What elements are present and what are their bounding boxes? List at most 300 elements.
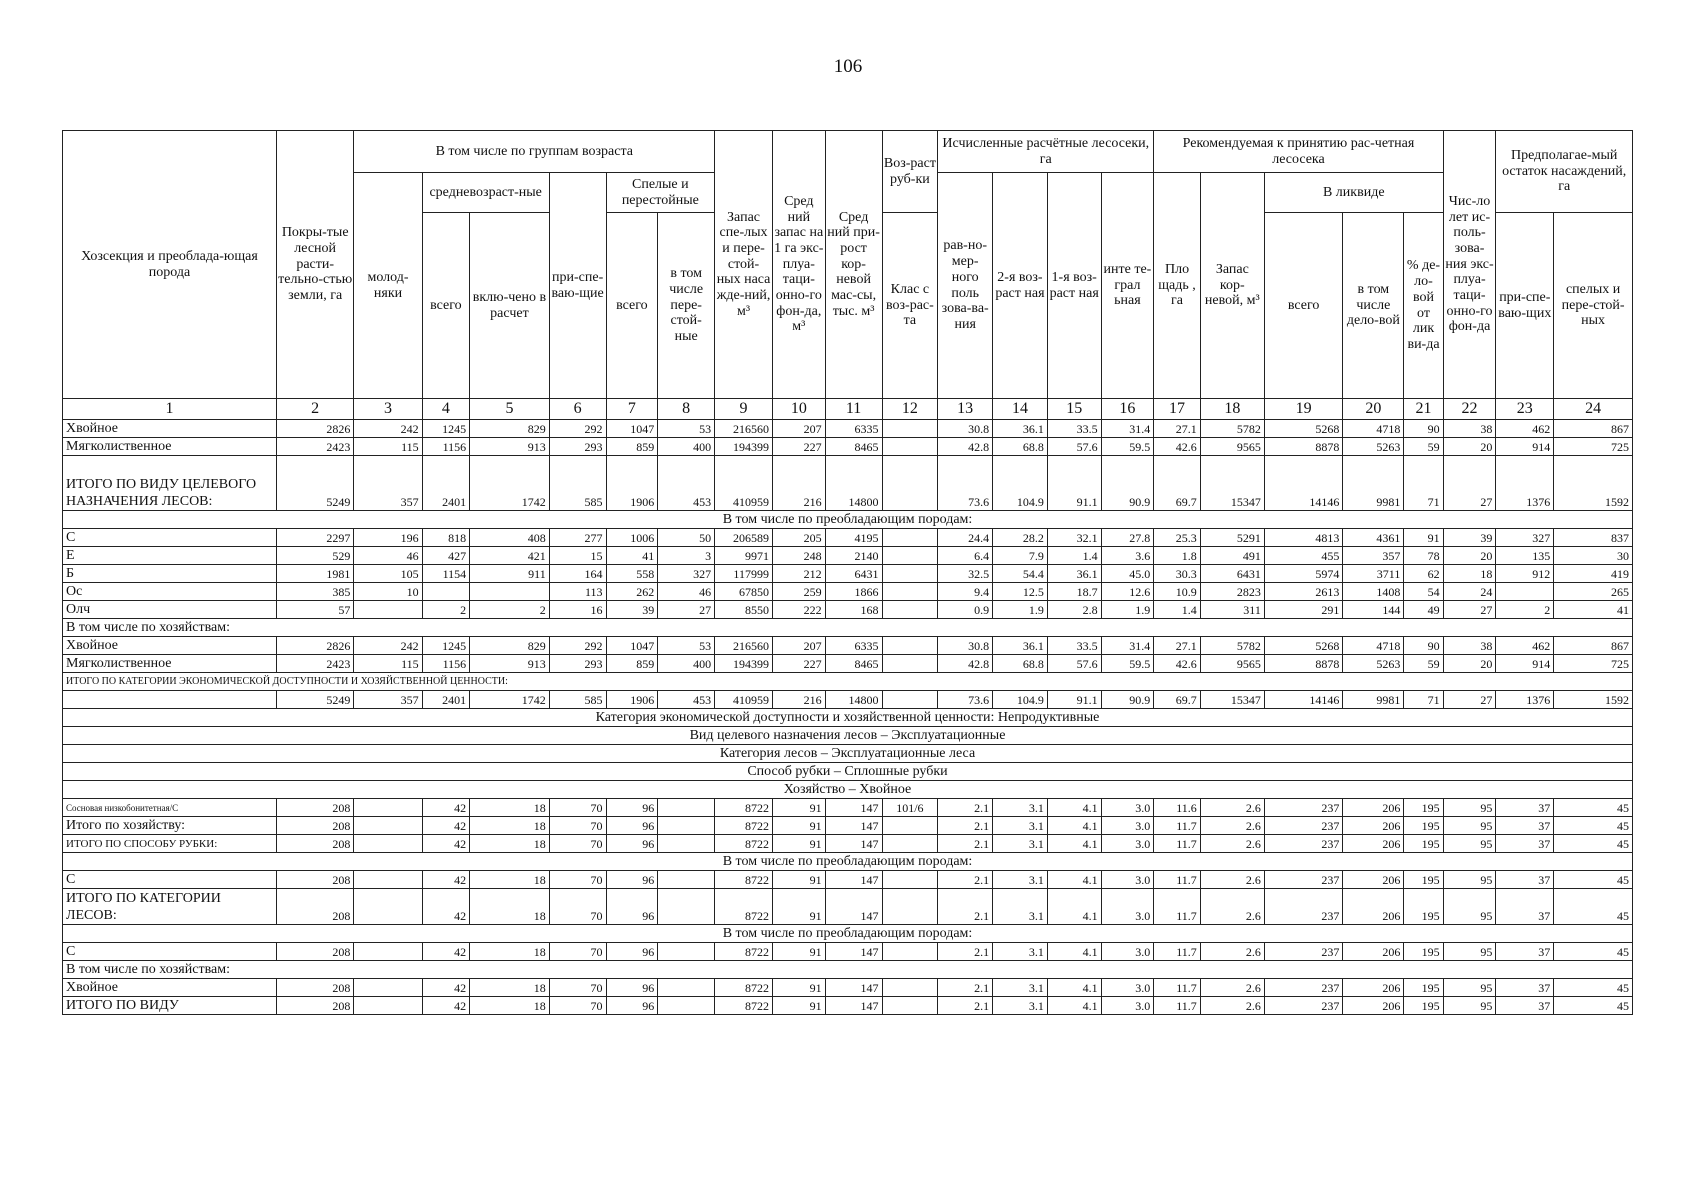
- cell-col-23: 462: [1496, 420, 1554, 438]
- cell-col-6: 164: [549, 565, 606, 583]
- cell-col-5: 421: [470, 547, 550, 565]
- total-row: [63, 456, 1633, 511]
- cell-col-22: 27: [1443, 601, 1496, 619]
- cell-col-5: 18: [470, 817, 550, 835]
- table-row: [63, 583, 1633, 601]
- cell-col-4: 2401: [422, 456, 470, 511]
- cell-col-20: 4718: [1343, 420, 1404, 438]
- column-number: 24: [1554, 399, 1633, 420]
- cell-col-17: 30.3: [1154, 565, 1201, 583]
- row-label: Мягколиственное: [63, 655, 277, 673]
- cell-col-11: 147: [825, 799, 882, 817]
- cell-col-15: 4.1: [1047, 997, 1101, 1015]
- cell-col-7: 96: [606, 943, 658, 961]
- cell-col-2: 57: [276, 601, 354, 619]
- cell-col-24: 45: [1554, 799, 1633, 817]
- cell-col-12: [882, 655, 938, 673]
- header-remainder-mature: спелых и пере-стой-ных: [1554, 213, 1633, 399]
- column-number: 5: [470, 399, 550, 420]
- table-row: [63, 835, 1633, 853]
- header-avg-stock: Сред ний запас на 1 га экс-плуа-таци-онно-го фон-да, м³: [772, 131, 825, 399]
- cell-col-20: 206: [1343, 889, 1404, 925]
- cell-col-23: [1496, 583, 1554, 601]
- header-age-groups: В том числе по группам возраста: [354, 131, 715, 173]
- cell-col-19: 8878: [1264, 438, 1343, 456]
- cell-col-8: 46: [658, 583, 715, 601]
- row-label: ИТОГО ПО КАТЕГОРИИ ЛЕСОВ:: [63, 889, 277, 925]
- table-row: [63, 565, 1633, 583]
- table-row: [63, 943, 1633, 961]
- row-label: Хвойное: [63, 420, 277, 438]
- cell-col-20: 206: [1343, 835, 1404, 853]
- cell-col-3: [354, 943, 422, 961]
- cell-col-9: 8722: [715, 997, 773, 1015]
- cell-col-2: 1981: [276, 565, 354, 583]
- cell-col-13: 24.4: [938, 529, 993, 547]
- cell-col-12: [882, 583, 938, 601]
- header-calculated-cuts: Исчисленные расчётные лесосеки, га: [938, 131, 1154, 173]
- cell-col-11: 147: [825, 997, 882, 1015]
- cell-col-2: 2423: [276, 655, 354, 673]
- cell-col-9: 194399: [715, 655, 773, 673]
- cell-col-12: [882, 889, 938, 925]
- cell-col-23: 37: [1496, 871, 1554, 889]
- cell-col-4: 42: [422, 943, 470, 961]
- cell-col-23: 327: [1496, 529, 1554, 547]
- cell-col-15: 57.6: [1047, 655, 1101, 673]
- cell-col-15: 36.1: [1047, 565, 1101, 583]
- cell-col-7: 96: [606, 979, 658, 997]
- cell-col-10: 91: [772, 889, 825, 925]
- cell-col-8: 327: [658, 565, 715, 583]
- cell-col-20: 206: [1343, 799, 1404, 817]
- cell-col-19: 237: [1264, 871, 1343, 889]
- cell-col-22: 27: [1443, 456, 1496, 511]
- cell-col-9: 8722: [715, 889, 773, 925]
- cell-col-16: 1.9: [1101, 601, 1154, 619]
- cell-col-2: 529: [276, 547, 354, 565]
- cell-col-4: 1245: [422, 637, 470, 655]
- cell-col-6: 292: [549, 420, 606, 438]
- cell-col-17: 1.8: [1154, 547, 1201, 565]
- cell-col-8: 27: [658, 601, 715, 619]
- cell-col-15: 4.1: [1047, 817, 1101, 835]
- cell-col-18: 2.6: [1200, 889, 1264, 925]
- column-number: 2: [276, 399, 354, 420]
- cell-col-10: 91: [772, 871, 825, 889]
- cell-col-13: 73.6: [938, 691, 993, 709]
- cell-col-11: 14800: [825, 691, 882, 709]
- cell-col-18: 2.6: [1200, 997, 1264, 1015]
- header-remainder: Предполагае-мый остаток насаждений, га: [1496, 131, 1633, 213]
- column-number: 8: [658, 399, 715, 420]
- cell-col-17: 10.9: [1154, 583, 1201, 601]
- cell-col-8: 3: [658, 547, 715, 565]
- section-header-row: [63, 853, 1633, 871]
- cell-col-19: 237: [1264, 889, 1343, 925]
- section-header-row: [63, 709, 1633, 727]
- cell-col-16: 3.0: [1101, 817, 1154, 835]
- cell-col-20: 357: [1343, 547, 1404, 565]
- column-number: 3: [354, 399, 422, 420]
- cell-col-10: 216: [772, 691, 825, 709]
- cell-col-13: 2.1: [938, 817, 993, 835]
- cell-col-20: 5263: [1343, 438, 1404, 456]
- cell-col-10: 216: [772, 456, 825, 511]
- cell-col-4: 2: [422, 601, 470, 619]
- cell-col-6: 70: [549, 997, 606, 1015]
- cell-col-11: 147: [825, 817, 882, 835]
- cell-col-9: 8722: [715, 979, 773, 997]
- cell-col-2: 208: [276, 979, 354, 997]
- cell-col-19: 237: [1264, 979, 1343, 997]
- cell-col-21: 195: [1404, 835, 1443, 853]
- cell-col-24: 725: [1554, 655, 1633, 673]
- cell-col-24: 265: [1554, 583, 1633, 601]
- cell-col-18: 2.6: [1200, 943, 1264, 961]
- cell-col-18: 2.6: [1200, 799, 1264, 817]
- cell-col-20: 4361: [1343, 529, 1404, 547]
- cell-col-3: 115: [354, 438, 422, 456]
- cell-col-16: 31.4: [1101, 637, 1154, 655]
- table-row: [63, 529, 1633, 547]
- cell-col-3: 105: [354, 565, 422, 583]
- header-age-class: Клас с воз-рас-та: [882, 213, 938, 399]
- cell-col-9: 9971: [715, 547, 773, 565]
- cell-col-15: 91.1: [1047, 691, 1101, 709]
- cell-col-5: 18: [470, 979, 550, 997]
- cell-col-18: 2.6: [1200, 817, 1264, 835]
- cell-col-20: 9981: [1343, 691, 1404, 709]
- cell-col-5: 829: [470, 637, 550, 655]
- cell-col-16: 3.0: [1101, 889, 1154, 925]
- cell-col-13: 42.8: [938, 655, 993, 673]
- cell-col-9: 194399: [715, 438, 773, 456]
- cell-col-12: [882, 637, 938, 655]
- section-label: Категория экономической доступности и хозяйственной ценности: Непродуктивные: [63, 709, 1633, 727]
- cell-col-22: 20: [1443, 438, 1496, 456]
- row-label: Мягколиственное: [63, 438, 277, 456]
- cell-col-21: 91: [1404, 529, 1443, 547]
- cell-col-13: 9.4: [938, 583, 993, 601]
- cell-col-4: 42: [422, 871, 470, 889]
- cell-col-18: 2.6: [1200, 835, 1264, 853]
- cell-col-14: 3.1: [993, 997, 1048, 1015]
- cell-col-9: 216560: [715, 420, 773, 438]
- cell-col-7: 96: [606, 997, 658, 1015]
- row-label: Хвойное: [63, 979, 277, 997]
- cell-col-5: 913: [470, 655, 550, 673]
- cell-col-21: 59: [1404, 655, 1443, 673]
- cell-col-8: 53: [658, 420, 715, 438]
- cell-col-19: 291: [1264, 601, 1343, 619]
- cell-col-23: 37: [1496, 979, 1554, 997]
- column-number: 10: [772, 399, 825, 420]
- cell-col-5: 18: [470, 871, 550, 889]
- header-mature-total: всего: [606, 213, 658, 399]
- header-covered-land: Покры-тые лесной расти-тельно-стью земли, га: [276, 131, 354, 399]
- column-number: 7: [606, 399, 658, 420]
- cell-col-6: 70: [549, 943, 606, 961]
- cell-col-15: 1.4: [1047, 547, 1101, 565]
- cell-col-21: 195: [1404, 871, 1443, 889]
- section-label: Хозяйство – Хвойное: [63, 781, 1633, 799]
- page-number: 106: [833, 56, 863, 77]
- cell-col-16: 27.8: [1101, 529, 1154, 547]
- header-premature: при-спе-ваю-щие: [549, 173, 606, 399]
- cell-col-13: 2.1: [938, 835, 993, 853]
- cell-col-21: 195: [1404, 799, 1443, 817]
- section-label: В том числе по преобладающим породам:: [63, 853, 1633, 871]
- header-business-percent: % де-ло-вой от лик ви-да: [1404, 213, 1443, 399]
- cell-col-10: 205: [772, 529, 825, 547]
- cell-col-2: 2297: [276, 529, 354, 547]
- cell-col-17: 11.6: [1154, 799, 1201, 817]
- cell-col-4: 42: [422, 997, 470, 1015]
- cell-col-24: 41: [1554, 601, 1633, 619]
- cell-col-12: 101/6: [882, 799, 938, 817]
- cell-col-8: [658, 799, 715, 817]
- cell-col-7: 262: [606, 583, 658, 601]
- table-header: [63, 131, 1633, 420]
- row-label: С: [63, 871, 277, 889]
- cell-col-19: 14146: [1264, 456, 1343, 511]
- column-number: 12: [882, 399, 938, 420]
- column-number: 15: [1047, 399, 1101, 420]
- section-header-row: [63, 511, 1633, 529]
- header-section-species: Хозсекция и преоблада-ющая порода: [63, 131, 277, 399]
- cell-col-6: 15: [549, 547, 606, 565]
- row-label: Олч: [63, 601, 277, 619]
- cell-col-18: 15347: [1200, 456, 1264, 511]
- cell-col-5: 913: [470, 438, 550, 456]
- cell-col-7: 1906: [606, 456, 658, 511]
- cell-col-2: 208: [276, 817, 354, 835]
- header-middle-age: средневозраст-ные: [422, 173, 549, 213]
- cell-col-22: 95: [1443, 817, 1496, 835]
- cell-col-6: 70: [549, 817, 606, 835]
- cell-col-17: 11.7: [1154, 997, 1201, 1015]
- cell-col-16: 31.4: [1101, 420, 1154, 438]
- section-label: Способ рубки – Сплошные рубки: [63, 763, 1633, 781]
- cell-col-21: 195: [1404, 889, 1443, 925]
- cell-col-11: 147: [825, 943, 882, 961]
- cell-col-13: 6.4: [938, 547, 993, 565]
- column-number: 4: [422, 399, 470, 420]
- table-row: [63, 871, 1633, 889]
- row-label: Ос: [63, 583, 277, 601]
- cell-col-24: 45: [1554, 943, 1633, 961]
- cell-col-23: 2: [1496, 601, 1554, 619]
- cell-col-13: 2.1: [938, 943, 993, 961]
- column-number: 6: [549, 399, 606, 420]
- forest-calc-table: [62, 130, 1633, 1015]
- cell-col-18: 5782: [1200, 420, 1264, 438]
- cell-col-21: 195: [1404, 979, 1443, 997]
- cell-col-9: 8722: [715, 835, 773, 853]
- cell-col-14: 3.1: [993, 799, 1048, 817]
- row-label: Итого по хозяйству:: [63, 817, 277, 835]
- cell-col-18: 491: [1200, 547, 1264, 565]
- section-header-row: [63, 745, 1633, 763]
- cell-col-11: 147: [825, 979, 882, 997]
- cell-col-6: 293: [549, 655, 606, 673]
- cell-col-3: 357: [354, 691, 422, 709]
- cell-col-24: 45: [1554, 979, 1633, 997]
- cell-col-13: 2.1: [938, 979, 993, 997]
- cell-col-2: 208: [276, 835, 354, 853]
- cell-col-23: 462: [1496, 637, 1554, 655]
- cell-col-22: 95: [1443, 871, 1496, 889]
- cell-col-5: 1742: [470, 456, 550, 511]
- cell-col-14: 3.1: [993, 817, 1048, 835]
- cell-col-2: 2826: [276, 637, 354, 655]
- cell-col-4: 42: [422, 979, 470, 997]
- cell-col-14: 3.1: [993, 889, 1048, 925]
- table-row: [63, 420, 1633, 438]
- cell-col-20: 5263: [1343, 655, 1404, 673]
- cell-col-14: 28.2: [993, 529, 1048, 547]
- header-years-of-use: Чис-ло лет ис-поль-зова-ния экс-плуа-таци-онно-го фон-да: [1443, 131, 1496, 399]
- cell-col-10: 207: [772, 420, 825, 438]
- cell-col-9: 410959: [715, 456, 773, 511]
- cell-col-6: 277: [549, 529, 606, 547]
- cell-col-3: 357: [354, 456, 422, 511]
- cell-col-20: 206: [1343, 997, 1404, 1015]
- section-header-row: [63, 925, 1633, 943]
- cell-col-8: 50: [658, 529, 715, 547]
- cell-col-11: 4195: [825, 529, 882, 547]
- cell-col-9: 8722: [715, 871, 773, 889]
- cell-col-5: 2: [470, 601, 550, 619]
- cell-col-4: 1156: [422, 438, 470, 456]
- cell-col-21: 71: [1404, 691, 1443, 709]
- cell-col-16: 45.0: [1101, 565, 1154, 583]
- cell-col-20: 206: [1343, 871, 1404, 889]
- table-row: [63, 979, 1633, 997]
- cell-col-14: 104.9: [993, 456, 1048, 511]
- cell-col-20: 144: [1343, 601, 1404, 619]
- cell-col-7: 96: [606, 835, 658, 853]
- cell-col-11: 168: [825, 601, 882, 619]
- cell-col-22: 18: [1443, 565, 1496, 583]
- cell-col-10: 91: [772, 997, 825, 1015]
- cell-col-19: 2613: [1264, 583, 1343, 601]
- cell-col-4: 42: [422, 889, 470, 925]
- cell-col-2: 208: [276, 997, 354, 1015]
- cell-col-5: 18: [470, 835, 550, 853]
- cell-col-14: 68.8: [993, 438, 1048, 456]
- cell-col-5: 18: [470, 943, 550, 961]
- cell-col-10: 259: [772, 583, 825, 601]
- cell-col-4: 2401: [422, 691, 470, 709]
- cell-col-12: [882, 691, 938, 709]
- cell-col-9: 8722: [715, 943, 773, 961]
- cell-col-3: 242: [354, 637, 422, 655]
- cell-col-7: 1006: [606, 529, 658, 547]
- cell-col-5: 18: [470, 799, 550, 817]
- cell-col-16: 59.5: [1101, 438, 1154, 456]
- cell-col-23: 37: [1496, 943, 1554, 961]
- cell-col-6: 70: [549, 871, 606, 889]
- cell-col-15: 4.1: [1047, 943, 1101, 961]
- cell-col-14: 54.4: [993, 565, 1048, 583]
- cell-col-10: 212: [772, 565, 825, 583]
- cell-col-17: 11.7: [1154, 871, 1201, 889]
- cell-col-3: 115: [354, 655, 422, 673]
- cell-col-20: 4718: [1343, 637, 1404, 655]
- cell-col-21: 71: [1404, 456, 1443, 511]
- cell-col-7: 558: [606, 565, 658, 583]
- cell-col-21: 90: [1404, 420, 1443, 438]
- cell-col-6: 585: [549, 691, 606, 709]
- cell-col-8: [658, 979, 715, 997]
- cell-col-12: [882, 565, 938, 583]
- cell-col-15: 32.1: [1047, 529, 1101, 547]
- cell-col-10: 91: [772, 943, 825, 961]
- cell-col-2: 208: [276, 799, 354, 817]
- cell-col-22: 20: [1443, 655, 1496, 673]
- section-label: В том числе по хозяйствам:: [63, 619, 1633, 637]
- cell-col-19: 4813: [1264, 529, 1343, 547]
- cell-col-17: 11.7: [1154, 943, 1201, 961]
- cell-col-12: [882, 601, 938, 619]
- cell-col-8: [658, 943, 715, 961]
- cell-col-13: 2.1: [938, 799, 993, 817]
- cell-col-23: 37: [1496, 835, 1554, 853]
- cell-col-2: 2826: [276, 420, 354, 438]
- cell-col-9: 67850: [715, 583, 773, 601]
- cell-col-21: 59: [1404, 438, 1443, 456]
- cell-col-24: 419: [1554, 565, 1633, 583]
- section-label: ИТОГО ПО КАТЕГОРИИ ЭКОНОМИЧЕСКОЙ ДОСТУПНОСТИ И ХОЗЯЙСТВЕННОЙ ЦЕННОСТИ:: [63, 673, 1633, 691]
- header-avg-growth: Сред ний при-рост кор-невой мас-сы, тыс. м³: [825, 131, 882, 399]
- cell-col-7: 41: [606, 547, 658, 565]
- cell-col-2: 5249: [276, 691, 354, 709]
- column-number-row: [63, 399, 1633, 420]
- cell-col-20: 206: [1343, 979, 1404, 997]
- cell-col-18: 15347: [1200, 691, 1264, 709]
- header-middle-included: вклю-чено в расчет: [470, 213, 550, 399]
- cell-col-21: 195: [1404, 817, 1443, 835]
- cell-col-17: 11.7: [1154, 979, 1201, 997]
- header-mature-stock: Запас спе-лых и пере-стой-ных наса жде-ний, м³: [715, 131, 773, 399]
- cell-col-19: 5268: [1264, 420, 1343, 438]
- cell-col-21: 62: [1404, 565, 1443, 583]
- section-label: В том числе по преобладающим породам:: [63, 925, 1633, 943]
- cell-col-16: 3.0: [1101, 979, 1154, 997]
- cell-col-23: 37: [1496, 889, 1554, 925]
- row-label: [63, 691, 277, 709]
- cell-col-13: 2.1: [938, 871, 993, 889]
- cell-col-10: 91: [772, 799, 825, 817]
- section-header-row: [63, 763, 1633, 781]
- cell-col-14: 3.1: [993, 943, 1048, 961]
- cell-col-10: 222: [772, 601, 825, 619]
- cell-col-2: 208: [276, 943, 354, 961]
- row-label: ИТОГО ПО СПОСОБУ РУБКИ:: [63, 835, 277, 853]
- cell-col-17: 42.6: [1154, 655, 1201, 673]
- section-label: Категория лесов – Эксплуатационные леса: [63, 745, 1633, 763]
- cell-col-13: 2.1: [938, 997, 993, 1015]
- cell-col-19: 237: [1264, 799, 1343, 817]
- cell-col-17: 42.6: [1154, 438, 1201, 456]
- cell-col-6: 70: [549, 835, 606, 853]
- table-row: [63, 547, 1633, 565]
- cell-col-15: 91.1: [1047, 456, 1101, 511]
- cell-col-24: 1592: [1554, 456, 1633, 511]
- cell-col-23: 914: [1496, 438, 1554, 456]
